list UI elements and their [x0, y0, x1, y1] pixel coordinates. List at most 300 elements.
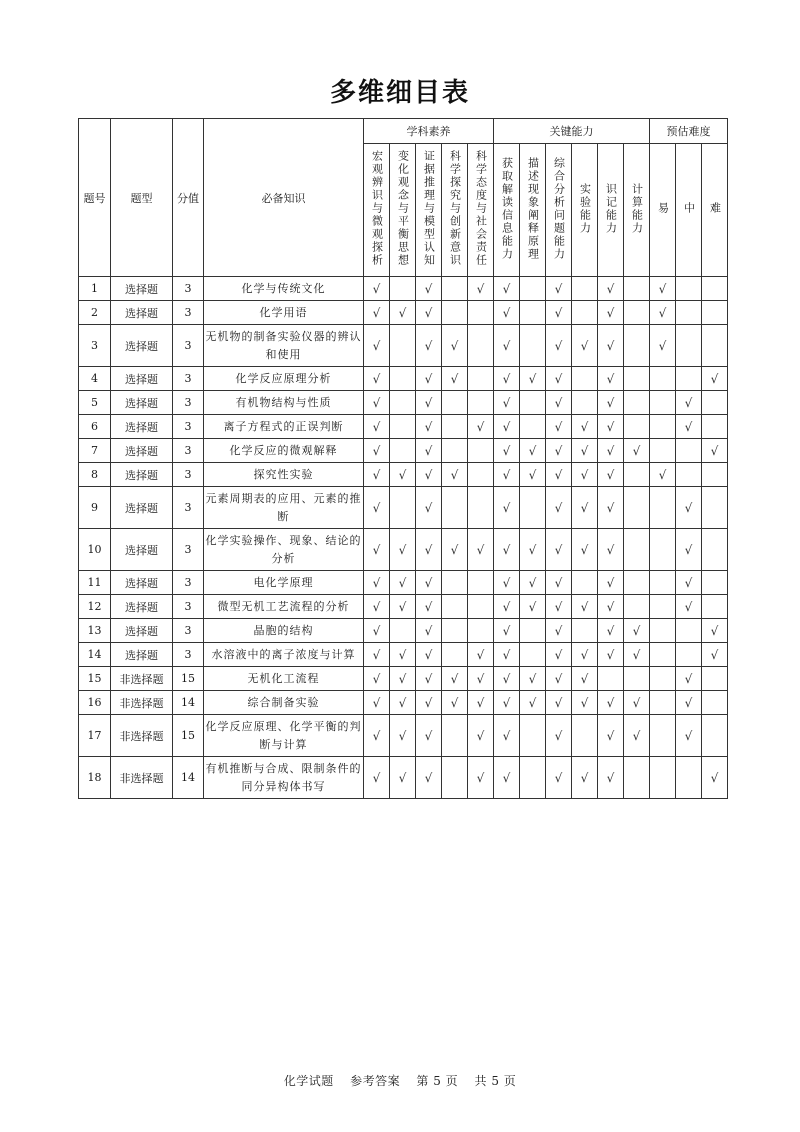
check-mark: √ [364, 439, 390, 463]
check-mark: √ [364, 715, 390, 757]
footer-page: 第 5 页 [416, 1074, 459, 1088]
empty-cell [676, 367, 702, 391]
row-score: 15 [173, 715, 204, 757]
empty-cell [624, 757, 650, 799]
check-mark: √ [572, 667, 598, 691]
empty-cell [702, 301, 728, 325]
subheader-difficulty-2 [676, 144, 702, 277]
check-mark: √ [572, 487, 598, 529]
empty-cell [390, 439, 416, 463]
check-mark: √ [676, 691, 702, 715]
empty-cell [702, 277, 728, 301]
check-mark: √ [546, 367, 572, 391]
check-mark: √ [702, 643, 728, 667]
check-mark: √ [390, 691, 416, 715]
empty-cell [520, 487, 546, 529]
row-type: 非选择题 [111, 667, 173, 691]
check-mark: √ [468, 757, 494, 799]
check-mark: √ [494, 367, 520, 391]
check-mark: √ [624, 439, 650, 463]
subheader-label: 获取解读信息能力 [500, 156, 514, 261]
empty-cell [702, 529, 728, 571]
check-mark: √ [390, 715, 416, 757]
row-type: 选择题 [111, 571, 173, 595]
page-title: 多维细目表 [329, 78, 470, 108]
row-type: 选择题 [111, 643, 173, 667]
header-knowledge: 必备知识 [204, 119, 364, 277]
page-footer [0, 1072, 800, 1089]
check-mark: √ [676, 667, 702, 691]
check-mark: √ [676, 487, 702, 529]
empty-cell [442, 643, 468, 667]
table-row [79, 619, 728, 643]
check-mark: √ [702, 367, 728, 391]
check-mark: √ [364, 691, 390, 715]
empty-cell [624, 487, 650, 529]
check-mark: √ [546, 487, 572, 529]
check-mark: √ [364, 619, 390, 643]
check-mark: √ [546, 643, 572, 667]
empty-cell [442, 571, 468, 595]
empty-cell [624, 325, 650, 367]
row-score: 3 [173, 529, 204, 571]
check-mark: √ [494, 487, 520, 529]
empty-cell [390, 415, 416, 439]
empty-cell [624, 529, 650, 571]
row-num: 7 [79, 439, 111, 463]
empty-cell [572, 391, 598, 415]
subheader-label: 中 [682, 202, 696, 215]
check-mark: √ [598, 463, 624, 487]
table-row [79, 277, 728, 301]
check-mark: √ [546, 301, 572, 325]
row-knowledge: 晶胞的结构 [204, 619, 364, 643]
check-mark: √ [598, 529, 624, 571]
check-mark: √ [520, 571, 546, 595]
row-type: 选择题 [111, 415, 173, 439]
empty-cell [442, 439, 468, 463]
table-body [79, 277, 728, 799]
check-mark: √ [494, 691, 520, 715]
check-mark: √ [390, 643, 416, 667]
table-row [79, 325, 728, 367]
empty-cell [572, 571, 598, 595]
check-mark: √ [494, 619, 520, 643]
footer-total: 共 5 页 [474, 1074, 517, 1088]
table-row [79, 367, 728, 391]
check-mark: √ [364, 487, 390, 529]
subheader-literacy-1 [364, 144, 390, 277]
empty-cell [468, 325, 494, 367]
empty-cell [572, 367, 598, 391]
check-mark: √ [650, 463, 676, 487]
check-mark: √ [520, 595, 546, 619]
row-type: 非选择题 [111, 757, 173, 799]
empty-cell [702, 415, 728, 439]
row-score: 3 [173, 643, 204, 667]
empty-cell [390, 325, 416, 367]
check-mark: √ [416, 715, 442, 757]
subheader-label: 科学探究与创新意识 [448, 150, 462, 267]
row-knowledge: 化学反应的微观解释 [204, 439, 364, 463]
empty-cell [468, 391, 494, 415]
check-mark: √ [598, 391, 624, 415]
check-mark: √ [598, 571, 624, 595]
check-mark: √ [416, 463, 442, 487]
empty-cell [650, 619, 676, 643]
row-score: 3 [173, 487, 204, 529]
check-mark: √ [520, 367, 546, 391]
check-mark: √ [624, 643, 650, 667]
table-row [79, 415, 728, 439]
row-score: 3 [173, 571, 204, 595]
empty-cell [390, 391, 416, 415]
empty-cell [702, 391, 728, 415]
table-row [79, 439, 728, 463]
row-type: 选择题 [111, 367, 173, 391]
subheader-label: 易 [656, 202, 670, 215]
row-knowledge: 离子方程式的正误判断 [204, 415, 364, 439]
empty-cell [650, 487, 676, 529]
table-row [79, 301, 728, 325]
empty-cell [468, 487, 494, 529]
check-mark: √ [494, 415, 520, 439]
check-mark: √ [494, 325, 520, 367]
row-knowledge: 元素周期表的应用、元素的推断 [204, 487, 364, 529]
empty-cell [442, 301, 468, 325]
subheader-label: 综合分析问题能力 [552, 156, 566, 261]
empty-cell [468, 619, 494, 643]
row-knowledge: 水溶液中的离子浓度与计算 [204, 643, 364, 667]
table-row [79, 571, 728, 595]
table-row [79, 463, 728, 487]
empty-cell [520, 301, 546, 325]
check-mark: √ [624, 691, 650, 715]
check-mark: √ [494, 439, 520, 463]
empty-cell [520, 391, 546, 415]
footer-subject: 化学试题 [283, 1074, 334, 1088]
check-mark: √ [390, 301, 416, 325]
empty-cell [624, 301, 650, 325]
row-num: 11 [79, 571, 111, 595]
empty-cell [598, 667, 624, 691]
empty-cell [650, 571, 676, 595]
check-mark: √ [572, 643, 598, 667]
empty-cell [676, 757, 702, 799]
row-type: 选择题 [111, 463, 173, 487]
row-score: 15 [173, 667, 204, 691]
subheader-difficulty-1 [650, 144, 676, 277]
row-knowledge: 有机推断与合成、限制条件的同分异构体书写 [204, 757, 364, 799]
check-mark: √ [468, 529, 494, 571]
row-num: 6 [79, 415, 111, 439]
empty-cell [390, 487, 416, 529]
empty-cell [702, 595, 728, 619]
check-mark: √ [416, 571, 442, 595]
check-mark: √ [494, 595, 520, 619]
check-mark: √ [468, 691, 494, 715]
row-knowledge: 化学反应原理、化学平衡的判断与计算 [204, 715, 364, 757]
check-mark: √ [598, 643, 624, 667]
empty-cell [468, 439, 494, 463]
check-mark: √ [494, 277, 520, 301]
check-mark: √ [416, 415, 442, 439]
empty-cell [624, 415, 650, 439]
row-knowledge: 化学实验操作、现象、结论的分析 [204, 529, 364, 571]
row-knowledge: 化学与传统文化 [204, 277, 364, 301]
empty-cell [650, 667, 676, 691]
row-knowledge: 微型无机工艺流程的分析 [204, 595, 364, 619]
row-knowledge: 探究性实验 [204, 463, 364, 487]
empty-cell [650, 415, 676, 439]
check-mark: √ [416, 643, 442, 667]
row-num: 13 [79, 619, 111, 643]
row-type: 选择题 [111, 487, 173, 529]
empty-cell [572, 301, 598, 325]
subheader-literacy-4 [442, 144, 468, 277]
empty-cell [624, 277, 650, 301]
check-mark: √ [416, 667, 442, 691]
check-mark: √ [390, 595, 416, 619]
row-num: 14 [79, 643, 111, 667]
row-score: 3 [173, 463, 204, 487]
check-mark: √ [468, 715, 494, 757]
empty-cell [520, 325, 546, 367]
check-mark: √ [494, 667, 520, 691]
check-mark: √ [494, 301, 520, 325]
empty-cell [624, 595, 650, 619]
row-score: 3 [173, 391, 204, 415]
check-mark: √ [598, 757, 624, 799]
check-mark: √ [546, 619, 572, 643]
check-mark: √ [364, 595, 390, 619]
row-score: 14 [173, 757, 204, 799]
check-mark: √ [416, 301, 442, 325]
empty-cell [650, 367, 676, 391]
table-row [79, 595, 728, 619]
check-mark: √ [390, 757, 416, 799]
row-num: 18 [79, 757, 111, 799]
empty-cell [442, 619, 468, 643]
check-mark: √ [390, 529, 416, 571]
check-mark: √ [676, 595, 702, 619]
check-mark: √ [520, 667, 546, 691]
subheader-ability-2 [520, 144, 546, 277]
check-mark: √ [416, 619, 442, 643]
empty-cell [650, 715, 676, 757]
empty-cell [468, 301, 494, 325]
detail-table [78, 118, 728, 799]
check-mark: √ [546, 325, 572, 367]
subheader-label: 证据推理与模型认知 [422, 150, 436, 267]
check-mark: √ [676, 529, 702, 571]
check-mark: √ [572, 325, 598, 367]
check-mark: √ [416, 367, 442, 391]
footer-answer: 参考答案 [350, 1074, 401, 1088]
row-knowledge: 无机物的制备实验仪器的辨认和使用 [204, 325, 364, 367]
subheader-literacy-2 [390, 144, 416, 277]
check-mark: √ [598, 325, 624, 367]
row-num: 12 [79, 595, 111, 619]
empty-cell [572, 277, 598, 301]
check-mark: √ [442, 529, 468, 571]
empty-cell [442, 277, 468, 301]
check-mark: √ [572, 757, 598, 799]
check-mark: √ [416, 439, 442, 463]
row-num: 3 [79, 325, 111, 367]
check-mark: √ [598, 487, 624, 529]
check-mark: √ [364, 325, 390, 367]
table-row [79, 691, 728, 715]
row-type: 选择题 [111, 301, 173, 325]
empty-cell [650, 595, 676, 619]
row-num: 4 [79, 367, 111, 391]
row-knowledge: 综合制备实验 [204, 691, 364, 715]
row-score: 3 [173, 325, 204, 367]
subheader-label: 计算能力 [630, 182, 644, 235]
header-type: 题型 [111, 119, 173, 277]
subheader-label: 描述现象阐释原理 [526, 156, 540, 261]
check-mark: √ [416, 391, 442, 415]
empty-cell [676, 463, 702, 487]
empty-cell [676, 643, 702, 667]
table-row [79, 529, 728, 571]
table-row [79, 487, 728, 529]
subheader-ability-4 [572, 144, 598, 277]
row-score: 3 [173, 367, 204, 391]
subheader-ability-5 [598, 144, 624, 277]
empty-cell [520, 757, 546, 799]
subheader-label: 难 [708, 202, 722, 215]
check-mark: √ [624, 619, 650, 643]
check-mark: √ [546, 691, 572, 715]
empty-cell [650, 529, 676, 571]
empty-cell [624, 367, 650, 391]
row-num: 16 [79, 691, 111, 715]
check-mark: √ [702, 619, 728, 643]
empty-cell [624, 391, 650, 415]
row-knowledge: 无机化工流程 [204, 667, 364, 691]
subheader-label: 科学态度与社会责任 [474, 150, 488, 267]
check-mark: √ [546, 277, 572, 301]
check-mark: √ [364, 367, 390, 391]
subheader-difficulty-3 [702, 144, 728, 277]
row-num: 9 [79, 487, 111, 529]
check-mark: √ [598, 301, 624, 325]
check-mark: √ [364, 463, 390, 487]
check-mark: √ [702, 439, 728, 463]
check-mark: √ [520, 439, 546, 463]
empty-cell [468, 595, 494, 619]
check-mark: √ [520, 691, 546, 715]
check-mark: √ [494, 571, 520, 595]
check-mark: √ [546, 715, 572, 757]
row-knowledge: 化学反应原理分析 [204, 367, 364, 391]
row-score: 3 [173, 277, 204, 301]
empty-cell [624, 463, 650, 487]
header-group-literacy: 学科素养 [364, 119, 494, 144]
row-type: 非选择题 [111, 715, 173, 757]
empty-cell [390, 367, 416, 391]
row-score: 3 [173, 595, 204, 619]
empty-cell [702, 487, 728, 529]
row-type: 选择题 [111, 277, 173, 301]
empty-cell [442, 715, 468, 757]
empty-cell [442, 391, 468, 415]
row-type: 选择题 [111, 439, 173, 463]
check-mark: √ [572, 463, 598, 487]
check-mark: √ [598, 277, 624, 301]
empty-cell [390, 277, 416, 301]
check-mark: √ [494, 529, 520, 571]
check-mark: √ [572, 439, 598, 463]
row-num: 8 [79, 463, 111, 487]
check-mark: √ [598, 619, 624, 643]
subheader-label: 实验能力 [578, 182, 592, 235]
row-num: 17 [79, 715, 111, 757]
empty-cell [702, 667, 728, 691]
check-mark: √ [494, 391, 520, 415]
row-type: 选择题 [111, 595, 173, 619]
check-mark: √ [390, 463, 416, 487]
empty-cell [650, 691, 676, 715]
row-num: 10 [79, 529, 111, 571]
check-mark: √ [598, 367, 624, 391]
empty-cell [702, 325, 728, 367]
row-knowledge: 电化学原理 [204, 571, 364, 595]
empty-cell [572, 619, 598, 643]
empty-cell [702, 571, 728, 595]
check-mark: √ [364, 667, 390, 691]
empty-cell [676, 277, 702, 301]
check-mark: √ [598, 415, 624, 439]
check-mark: √ [494, 715, 520, 757]
check-mark: √ [598, 715, 624, 757]
check-mark: √ [546, 415, 572, 439]
check-mark: √ [676, 391, 702, 415]
row-num: 15 [79, 667, 111, 691]
check-mark: √ [364, 757, 390, 799]
row-score: 3 [173, 301, 204, 325]
subheader-label: 宏观辨识与微观探析 [370, 150, 384, 267]
empty-cell [520, 715, 546, 757]
check-mark: √ [546, 595, 572, 619]
empty-cell [676, 439, 702, 463]
subheader-label: 识记能力 [604, 182, 618, 235]
check-mark: √ [624, 715, 650, 757]
check-mark: √ [416, 325, 442, 367]
check-mark: √ [442, 691, 468, 715]
empty-cell [624, 571, 650, 595]
subheader-literacy-5 [468, 144, 494, 277]
check-mark: √ [546, 463, 572, 487]
header-group-ability: 关键能力 [494, 119, 650, 144]
empty-cell [468, 367, 494, 391]
check-mark: √ [676, 571, 702, 595]
check-mark: √ [546, 667, 572, 691]
check-mark: √ [468, 277, 494, 301]
row-num: 5 [79, 391, 111, 415]
empty-cell [676, 325, 702, 367]
check-mark: √ [494, 757, 520, 799]
subheader-ability-3 [546, 144, 572, 277]
subheader-ability-1 [494, 144, 520, 277]
check-mark: √ [416, 595, 442, 619]
check-mark: √ [598, 595, 624, 619]
empty-cell [650, 757, 676, 799]
check-mark: √ [572, 691, 598, 715]
table-row [79, 667, 728, 691]
